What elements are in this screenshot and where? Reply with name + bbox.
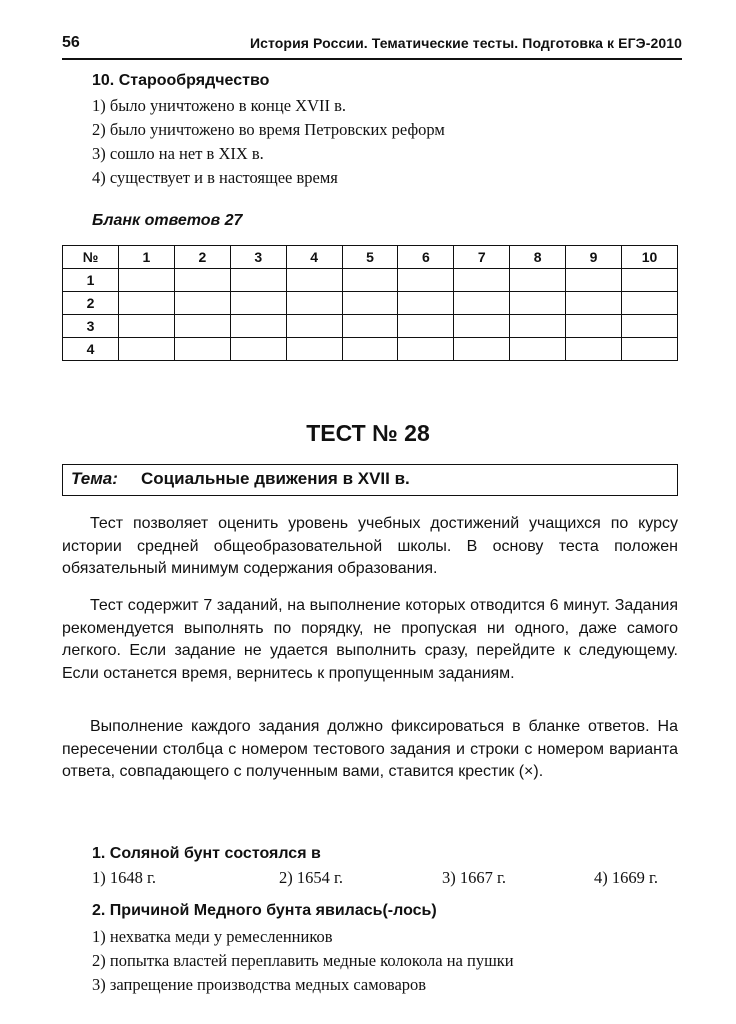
intro-text: Выполнение каждого задания должно фиксироваться в бланке ответов. На пересечении столбца с номером тестового задания и строки с номером варианта ответа, совпадающего с полученным вами, ставится крестик (×).	[62, 718, 678, 780]
question-1-option-1: 1) 1648 г.	[92, 868, 157, 887]
answer-sheet-row-header: 4	[63, 338, 119, 361]
answer-cell[interactable]	[342, 269, 398, 292]
answer-cell[interactable]	[454, 338, 510, 361]
answer-cell[interactable]	[398, 269, 454, 292]
answer-cell[interactable]	[398, 315, 454, 338]
answer-sheet-row	[63, 338, 678, 361]
answer-sheet-row-header: 1	[63, 269, 119, 292]
answer-sheet-header-row	[63, 246, 678, 269]
answer-cell[interactable]	[230, 315, 286, 338]
answer-sheet-row	[63, 315, 678, 338]
answer-cell[interactable]	[174, 315, 230, 338]
answer-cell[interactable]	[398, 292, 454, 315]
answer-sheet-col-header: 2	[174, 246, 230, 269]
answer-cell[interactable]	[342, 338, 398, 361]
question-2-option-1: 1) нехватка меди у ремесленников	[92, 927, 333, 946]
question-1-option-4: 4) 1669 г.	[594, 868, 659, 887]
answer-cell[interactable]	[454, 315, 510, 338]
answer-cell[interactable]	[510, 315, 566, 338]
answer-cell[interactable]	[622, 315, 678, 338]
answer-cell[interactable]	[566, 292, 622, 315]
answer-cell[interactable]	[622, 338, 678, 361]
answer-sheet-row	[63, 269, 678, 292]
answer-cell[interactable]	[230, 269, 286, 292]
test-title: ТЕСТ № 28	[306, 420, 430, 446]
answer-cell[interactable]	[119, 338, 175, 361]
question-2-title: 2. Причиной Медного бунта явилась(-лось)	[92, 902, 437, 919]
running-title: История России. Тематические тесты. Подготовка к ЕГЭ-2010	[249, 35, 682, 51]
page-header	[62, 34, 682, 60]
intro-paragraph-3	[62, 716, 678, 784]
answer-cell[interactable]	[510, 292, 566, 315]
page-number: 56	[62, 34, 80, 51]
question-2-option-3: 3) запрещение производства медных самоваров	[92, 975, 427, 994]
answer-cell[interactable]	[454, 292, 510, 315]
intro-paragraph-1	[62, 513, 678, 581]
answer-sheet-row-header: 2	[63, 292, 119, 315]
answer-cell[interactable]	[566, 269, 622, 292]
question-1-option-2: 2) 1654 г.	[279, 868, 344, 887]
answer-cell[interactable]	[342, 315, 398, 338]
topic-box	[62, 464, 678, 496]
answer-cell[interactable]	[230, 338, 286, 361]
topic-text: Социальные движения в XVII в.	[141, 469, 410, 488]
answer-cell[interactable]	[174, 269, 230, 292]
answer-sheet-col-header: 9	[566, 246, 622, 269]
answer-cell[interactable]	[286, 315, 342, 338]
question-10-option-1: 1) было уничтожено в конце XVII в.	[92, 96, 347, 115]
answer-sheet-col-header: 6	[398, 246, 454, 269]
intro-text: Тест содержит 7 заданий, на выполнение которых отводится 6 минут. Задания рекомендуется выполнять по порядку, не пропуская ни одного, даже самого легкого. Если задание не удается выполнить сразу, перейдите к следующему. Если останется время, вернитесь к пропущенным заданиям.	[62, 597, 678, 682]
intro-paragraph-2	[62, 595, 678, 685]
question-10-option-4: 4) существует и в настоящее время	[92, 168, 338, 187]
answer-cell[interactable]	[286, 338, 342, 361]
answer-sheet-col-header: 10	[622, 246, 678, 269]
question-1-option-3: 3) 1667 г.	[442, 868, 507, 887]
question-10-option-3: 3) сошло на нет в XIX в.	[92, 144, 264, 163]
answer-cell[interactable]	[398, 338, 454, 361]
answer-cell[interactable]	[119, 292, 175, 315]
answer-cell[interactable]	[174, 292, 230, 315]
question-2-option-2: 2) попытка властей переплавить медные колокола на пушки	[92, 951, 514, 970]
answer-sheet-col-header: 7	[454, 246, 510, 269]
answer-sheet-table	[62, 245, 678, 361]
answer-sheet-title: Бланк ответов 27	[92, 212, 243, 229]
answer-cell[interactable]	[119, 269, 175, 292]
answer-cell[interactable]	[622, 269, 678, 292]
answer-cell[interactable]	[230, 292, 286, 315]
answer-cell[interactable]	[174, 338, 230, 361]
answer-sheet-col-header: 4	[286, 246, 342, 269]
topic-label: Тема:	[71, 469, 118, 488]
answer-cell[interactable]	[510, 338, 566, 361]
question-10-title: 10. Старообрядчество	[92, 72, 270, 89]
answer-cell[interactable]	[566, 338, 622, 361]
answer-cell[interactable]	[119, 315, 175, 338]
answer-cell[interactable]	[286, 269, 342, 292]
answer-cell[interactable]	[454, 269, 510, 292]
answer-cell[interactable]	[566, 315, 622, 338]
question-1-title: 1. Соляной бунт состоялся в	[92, 845, 321, 862]
answer-sheet-col-header: 8	[510, 246, 566, 269]
answer-sheet-row-header: 3	[63, 315, 119, 338]
answer-cell[interactable]	[342, 292, 398, 315]
answer-sheet-col-header: 5	[342, 246, 398, 269]
answer-cell[interactable]	[510, 269, 566, 292]
answer-sheet-row	[63, 292, 678, 315]
answer-cell[interactable]	[286, 292, 342, 315]
intro-text: Тест позволяет оценить уровень учебных достижений учащихся по курсу истории средней общеобразовательной школы. В основу теста положен обязательный минимум содержания образования.	[62, 515, 678, 577]
answer-sheet-corner: №	[63, 246, 119, 269]
answer-sheet-col-header: 3	[230, 246, 286, 269]
question-10-option-2: 2) было уничтожено во время Петровских реформ	[92, 120, 445, 139]
answer-sheet-col-header: 1	[119, 246, 175, 269]
answer-cell[interactable]	[622, 292, 678, 315]
